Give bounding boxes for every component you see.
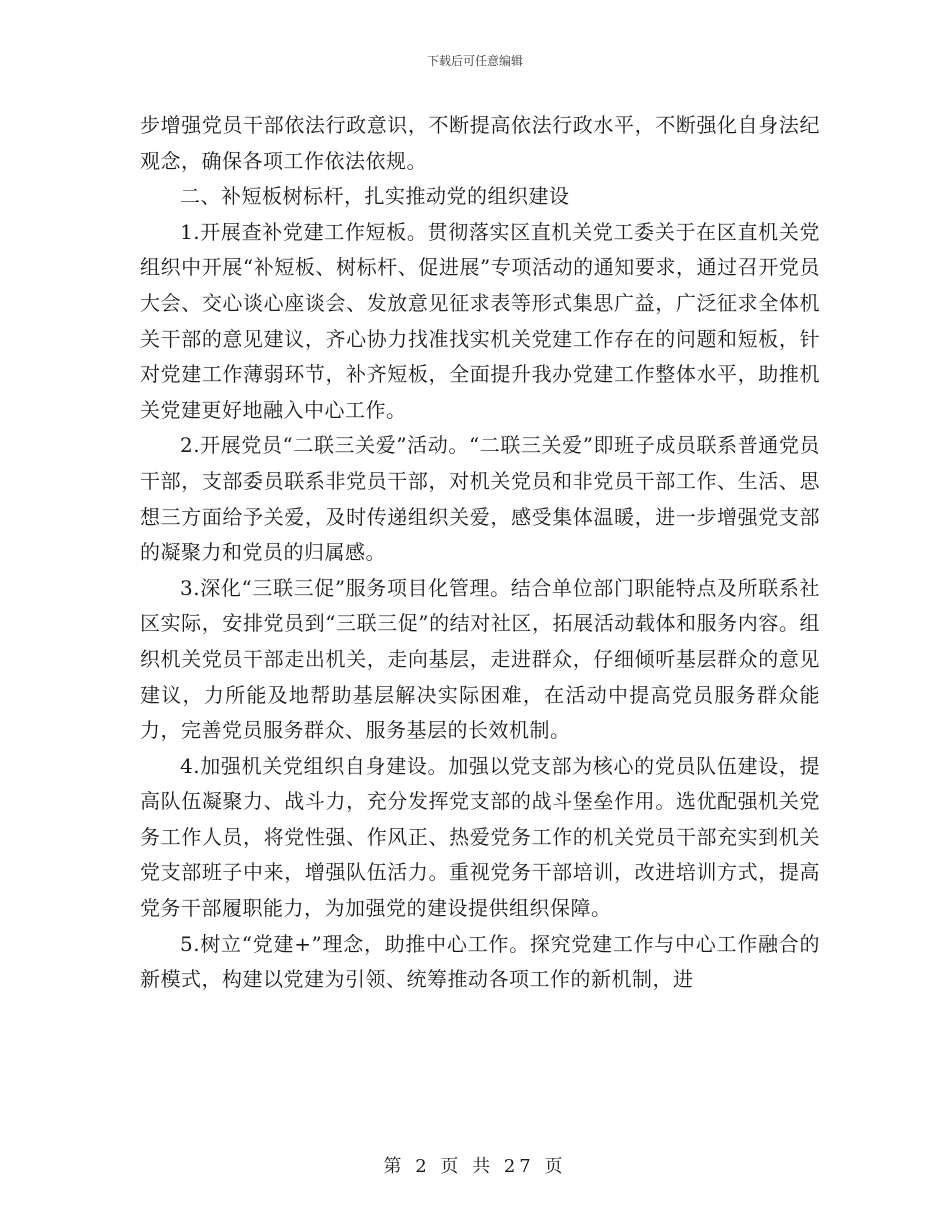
paragraph-item-1: 1.开展查补党建工作短板。贯彻落实区直机关党工委关于在区直机关党组织中开展“补短板、树标杆、促进展”专项活动的通知要求，通过召开党员大会、交心谈心座谈会、发放意见征求表等形式集思广益，广泛征求全体机关干部的意见建议，齐心协力找准找实机关党建工作存在的问题和短板，针对党建工作薄弱环节，补齐短板，全面提升我办党建工作整体水平，助推机关党建更好地融入中心工作。 <box>140 219 820 422</box>
paragraph-continuation: 步增强党员干部依法行政意识，不断提高依法行政水平，不断强化自身法纪观念，确保各项工作依法依规。 <box>140 113 820 173</box>
page-header: 下载后可任意编辑 <box>426 54 523 68</box>
paragraph-item-4: 4.加强机关党组织自身建设。加强以党支部为核心的党员队伍建设，提高队伍凝聚力、战斗力，充分发挥党支部的战斗堡垒作用。选优配强机关党务工作人员，将党性强、作风正、热爱党务工作的机关党员干部充实到机关党支部班子中来，增强队伍活力。重视党务干部培训，改进培训方式，提高党务干部履职能力，为加强党的建设提供组织保障。 <box>140 753 820 921</box>
paragraph-item-3: 3.深化“三联三促”服务项目化管理。结合单位部门职能特点及所联系社区实际，安排党员到“三联三促”的结对社区，拓展活动载体和服务内容。组织机关党员干部走出机关，走向基层，走进群众，仔细倾听基层群众的意见建议，力所能及地帮助基层解决实际困难，在活动中提高党员服务群众能力，完善党员服务群众、服务基层的长效机制。 <box>140 575 820 743</box>
paragraph-item-2: 2.开展党员“二联三关爱”活动。“二联三关爱”即班子成员联系普通党员干部，支部委员联系非党员干部，对机关党员和非党员干部工作、生活、思想三方面给予关爱，及时传递组织关爱，感受集体温暖，进一步增强党支部的凝聚力和党员的归属感。 <box>140 433 820 565</box>
paragraph-item-5: 5.树立“党建+”理念，助推中心工作。探究党建工作与中心工作融合的新模式，构建以党建为引领、统筹推动各项工作的新机制，进 <box>140 931 820 992</box>
page-number-footer: 第 2 页 共 27 页 <box>383 1156 567 1177</box>
document-body <box>140 108 820 998</box>
section-heading: 二、补短板树标杆，扎实推动党的组织建设 <box>180 184 570 209</box>
